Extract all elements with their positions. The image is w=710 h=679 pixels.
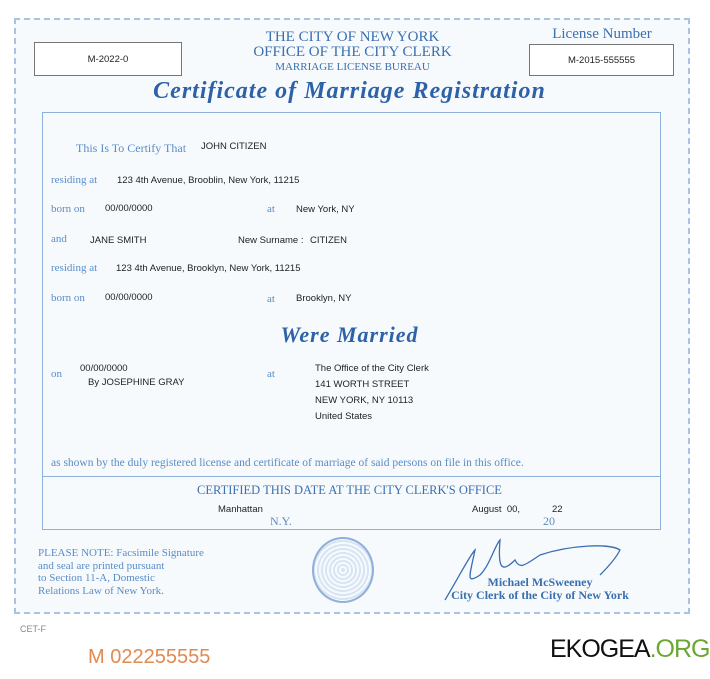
certified-title: CERTIFIED THIS DATE AT THE CITY CLERK'S OFFICE [197, 483, 502, 497]
ceremony-place-line: The Office of the City Clerk [315, 363, 429, 374]
signer-block [440, 576, 640, 602]
and-label: and [51, 233, 67, 245]
ekogea-watermark [550, 635, 710, 664]
bride-born-date: 00/00/0000 [105, 292, 153, 303]
groom-at-label: at [267, 203, 275, 215]
certificate-title: Certificate of Marriage Registration [153, 78, 546, 104]
bride-name: JANE SMITH [90, 235, 147, 246]
header-line1: THE CITY OF NEW YORK [265, 29, 440, 45]
note-line: Relations Law of New York. [38, 584, 164, 597]
certify-label: This Is To Certify That [76, 141, 187, 155]
note-line: PLEASE NOTE: Facsimile Signature [38, 547, 204, 559]
ceremony-at-label: at [267, 368, 275, 380]
groom-born-place: New York, NY [296, 204, 355, 215]
signer-name: Michael McSweeney [487, 575, 593, 589]
certified-year-prefix: 20 [543, 514, 555, 528]
groom-residing-label: residing at [51, 174, 98, 186]
ceremony-on-label: on [51, 368, 62, 380]
ceremony-place-line: 141 WORTH STREET [315, 379, 410, 390]
header [200, 30, 505, 74]
groom-born-date: 00/00/0000 [105, 203, 153, 214]
header-line2: OFFICE OF THE CITY CLERK [253, 44, 452, 60]
license-number: M-2015-555555 [567, 54, 636, 66]
serial-number: M 022255555 [88, 646, 211, 668]
section-divider [42, 476, 661, 477]
left-number: M-2022-0 [87, 53, 129, 65]
certified-year: 22 [552, 504, 563, 515]
ceremony-date: 00/00/0000 [80, 363, 128, 374]
bride-at-label: at [267, 293, 275, 305]
note-line: and seal are printed pursuant [38, 559, 165, 572]
ceremony-place [315, 361, 429, 425]
groom-residence: 123 4th Avenue, Brooblin, New York, 11215 [117, 175, 300, 186]
groom-born-label: born on [51, 203, 85, 215]
header-line3: MARRIAGE LICENSE BUREAU [275, 61, 430, 73]
signer-title: City Clerk of the City of New York [451, 588, 629, 602]
city-seal-icon [312, 537, 374, 603]
bride-residing-label: residing at [51, 262, 98, 274]
license-number-label: License Number [552, 26, 652, 42]
watermark-part2: .ORG [649, 635, 710, 663]
were-married-heading: Were Married [280, 322, 419, 347]
bride-born-place: Brooklyn, NY [296, 293, 352, 304]
note-line: to Section 11-A, Domestic [38, 572, 155, 584]
certified-ny: N.Y. [270, 514, 292, 528]
shown-by-statement: as shown by the duly registered license and certificate of marriage of said persons on file in this office. [51, 457, 524, 469]
left-number-box [34, 42, 182, 76]
form-code: CET-F [20, 624, 46, 634]
watermark-part1: EKOGEA [550, 635, 650, 663]
certified-date: August 00, [472, 504, 521, 515]
groom-name: JOHN CITIZEN [201, 141, 267, 152]
certified-borough: Manhattan [218, 504, 263, 515]
license-number-box [529, 44, 674, 76]
ceremony-place-line: United States [315, 411, 373, 422]
facsimile-note [38, 547, 204, 597]
bride-residence: 123 4th Avenue, Brooklyn, New York, 11215 [116, 263, 301, 274]
officiant: By JOSEPHINE GRAY [88, 377, 185, 388]
ceremony-place-line: NEW YORK, NY 10113 [315, 395, 414, 406]
new-surname: CITIZEN [310, 235, 347, 246]
bride-born-label: born on [51, 292, 85, 304]
new-surname-label: New Surname : [238, 235, 304, 246]
